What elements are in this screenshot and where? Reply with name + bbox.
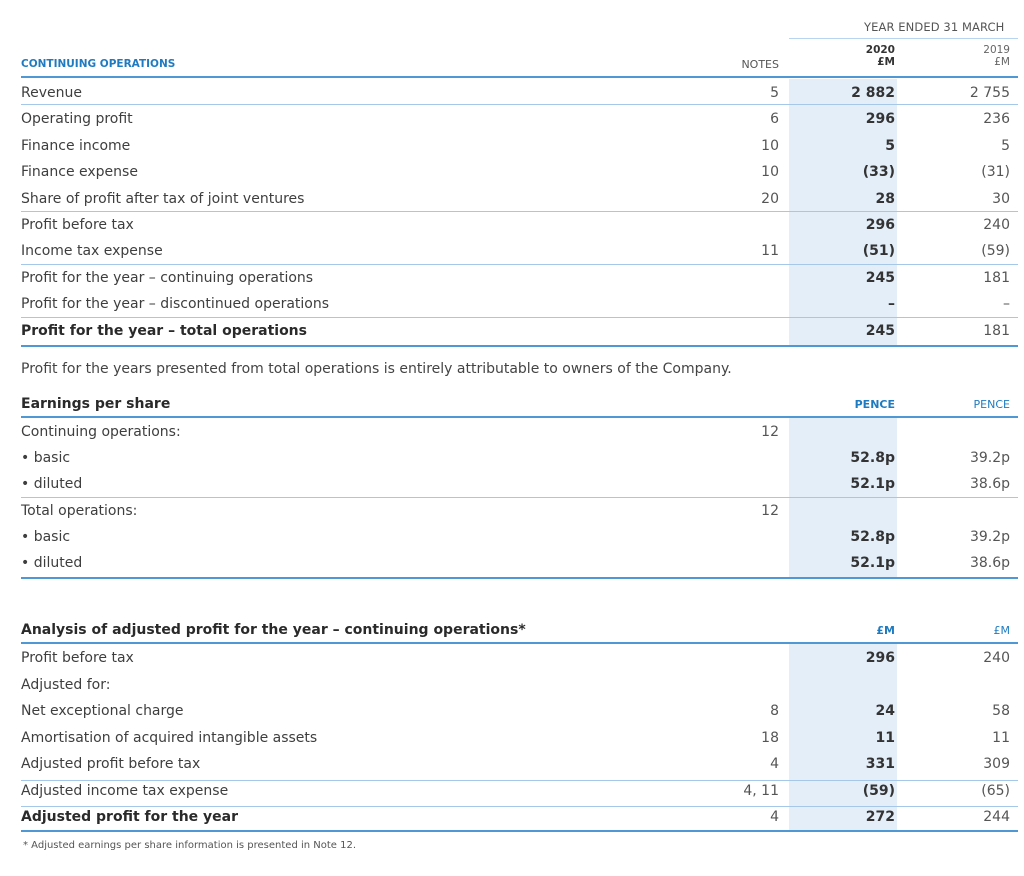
row-note: 4	[770, 756, 779, 772]
value-2019: 11	[992, 729, 1010, 746]
row-label: Operating profit	[21, 111, 133, 128]
row-note: 4	[770, 809, 779, 825]
value-2019: 244	[983, 809, 1010, 825]
row-label: • diluted	[21, 555, 83, 571]
value-2019: 309	[983, 756, 1010, 772]
row-divider	[21, 264, 1018, 265]
value-2020: (59)	[862, 782, 895, 799]
value-2020: 296	[865, 650, 895, 666]
row-note: 4, 11	[743, 782, 779, 799]
value-2020: 28	[875, 190, 895, 207]
table-row	[0, 499, 1024, 525]
table-row	[0, 266, 1024, 292]
row-label: Adjusted profit before tax	[21, 756, 201, 772]
value-2019: 240	[983, 217, 1010, 233]
table-row	[0, 699, 1024, 725]
row-label: Finance income	[21, 137, 131, 154]
table-row	[0, 805, 1024, 831]
attribution-text: Profit for the years presented from total operations is entirely attributable to owners of the Company.	[21, 361, 732, 377]
table-row	[0, 213, 1024, 239]
table-row	[0, 551, 1024, 577]
table-row	[0, 726, 1024, 752]
row-label: Profit before tax	[21, 217, 134, 233]
table-row	[0, 779, 1024, 805]
row-divider	[21, 104, 1018, 105]
value-2019: 5	[1001, 137, 1010, 154]
value-2019: 181	[983, 269, 1010, 286]
table-row	[0, 472, 1024, 498]
value-2019: 2 755	[969, 85, 1010, 101]
row-label: Income tax expense	[21, 243, 163, 260]
value-2020: 245	[865, 269, 895, 286]
value-2019: 30	[992, 190, 1010, 207]
row-divider	[21, 780, 1018, 781]
value-2019: 236	[983, 111, 1010, 128]
row-divider	[21, 211, 1018, 212]
row-label: Adjusted profit for the year	[21, 809, 239, 825]
eps-title: Earnings per share	[21, 396, 171, 412]
value-2020: (51)	[862, 243, 895, 260]
value-2020: 24	[875, 703, 895, 719]
eps-unit-2019: PENCE	[973, 398, 1010, 411]
row-divider	[21, 317, 1018, 318]
value-2020: 11	[875, 729, 895, 746]
row-label: Continuing operations:	[21, 424, 181, 440]
value-2019: –	[1003, 296, 1010, 313]
value-2019: 38.6p	[969, 555, 1010, 571]
year-2020: 2020	[865, 44, 895, 56]
table-row	[0, 525, 1024, 551]
table-row	[0, 752, 1024, 778]
row-label: Adjusted for:	[21, 676, 111, 693]
value-2020: 52.8p	[850, 528, 895, 545]
header-rule	[21, 76, 1018, 78]
value-2020: 296	[865, 217, 895, 233]
row-label: Total operations:	[21, 502, 138, 519]
value-2020: –	[888, 296, 895, 313]
row-note: 10	[761, 164, 779, 181]
row-note: 8	[770, 703, 779, 719]
table-row	[0, 646, 1024, 672]
year-2019: 2019	[983, 44, 1010, 56]
row-label: Profit for the year – continuing operations	[21, 269, 314, 286]
row-note: 12	[761, 424, 779, 440]
column-header-2019	[950, 44, 1010, 68]
row-note: 5	[770, 85, 779, 101]
row-note: 6	[770, 111, 779, 128]
row-note: 18	[761, 729, 779, 746]
row-divider	[21, 345, 1018, 347]
table-row	[0, 446, 1024, 472]
row-label: • diluted	[21, 476, 83, 493]
row-divider	[21, 577, 1018, 579]
value-2020: 52.1p	[850, 476, 895, 493]
row-label: Profit for the year – total operations	[21, 322, 307, 339]
row-label: Amortisation of acquired intangible assets	[21, 729, 318, 746]
row-note: 20	[761, 190, 779, 207]
column-header-2020	[835, 44, 895, 68]
value-2020: 52.1p	[850, 555, 895, 571]
value-2019: 39.2p	[969, 528, 1010, 545]
value-2019: 240	[983, 650, 1010, 666]
row-label: Finance expense	[21, 164, 138, 181]
row-note: 11	[761, 243, 779, 260]
value-2019: 181	[983, 322, 1010, 339]
table-row	[0, 107, 1024, 133]
row-label: Net exceptional charge	[21, 703, 184, 719]
table-row	[0, 134, 1024, 160]
unit-2020: £M	[877, 56, 895, 68]
value-2020: 296	[865, 111, 895, 128]
table-row	[0, 420, 1024, 446]
row-divider	[21, 830, 1018, 832]
adjusted-header-rule	[21, 642, 1018, 644]
eps-header-rule	[21, 416, 1018, 418]
value-2019: (31)	[981, 164, 1010, 181]
value-2019: 39.2p	[969, 450, 1010, 467]
notes-column-header: NOTES	[741, 58, 779, 71]
table-row	[0, 160, 1024, 186]
table-row	[0, 187, 1024, 213]
value-2019: (65)	[981, 782, 1010, 799]
section-title: CONTINUING OPERATIONS	[21, 58, 176, 70]
value-2020: 52.8p	[850, 450, 895, 467]
adjusted-unit-2019: £M	[993, 624, 1010, 637]
value-2019: (59)	[981, 243, 1010, 260]
row-label: Adjusted income tax expense	[21, 782, 229, 799]
table-row	[0, 239, 1024, 265]
unit-2019: £M	[994, 56, 1010, 68]
row-label: Share of profit after tax of joint ventures	[21, 190, 305, 207]
value-2019: 58	[992, 703, 1010, 719]
eps-unit-2020: PENCE	[854, 398, 895, 411]
adjusted-unit-2020: £M	[876, 624, 895, 637]
row-note: 10	[761, 137, 779, 154]
table-row	[0, 319, 1024, 345]
value-2020: (33)	[862, 164, 895, 181]
adjusted-title: Analysis of adjusted profit for the year – continuing operations*	[21, 622, 526, 638]
table-row	[0, 673, 1024, 699]
value-2020: 5	[885, 137, 895, 154]
row-label: • basic	[21, 528, 71, 545]
row-divider	[21, 497, 1018, 498]
value-2020: 272	[865, 809, 895, 825]
value-2019: 38.6p	[969, 476, 1010, 493]
row-divider	[21, 806, 1018, 807]
value-2020: 245	[865, 322, 895, 339]
footnote: * Adjusted earnings per share information is presented in Note 12.	[23, 840, 357, 851]
row-label: Profit before tax	[21, 650, 134, 666]
period-header: YEAR ENDED 31 MARCH	[864, 20, 1005, 34]
row-note: 12	[761, 502, 779, 519]
table-row	[0, 292, 1024, 318]
header-divider	[789, 38, 1018, 39]
value-2020: 331	[865, 756, 895, 772]
row-label: Revenue	[21, 85, 82, 101]
value-2020: 2 882	[851, 85, 895, 101]
row-label: • basic	[21, 450, 71, 467]
row-label: Profit for the year – discontinued operations	[21, 296, 330, 313]
